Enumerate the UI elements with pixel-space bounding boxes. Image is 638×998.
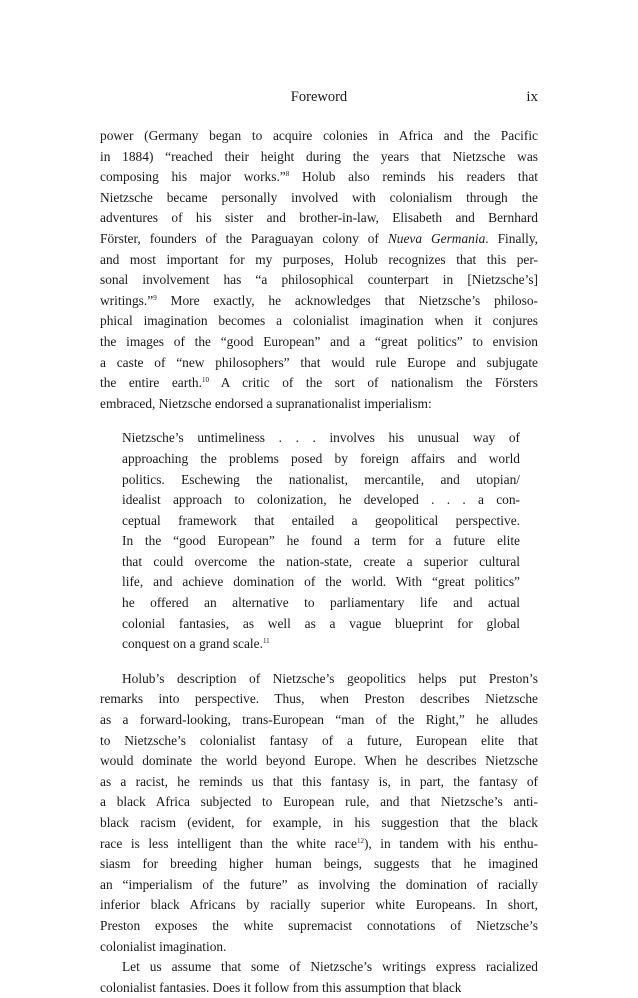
text-line: colonialist imagination. [100, 938, 227, 954]
paragraph-3 [100, 957, 538, 998]
text-line [100, 834, 538, 855]
text-line: Preston exposes the white supremacist connotations of Nietzsche’s [100, 917, 538, 933]
text-line: in 1884) “reached their height during the years that Nietzsche was [100, 148, 538, 164]
footnote-ref: 10 [201, 376, 209, 385]
text-segment: composing his major works.” [100, 169, 286, 185]
body-text [100, 126, 538, 998]
text-line: Let us assume that some of Nietzsche’s writings express racialized [122, 959, 538, 975]
text-line: inferior black Africans by racially superior white Europeans. In short, [100, 897, 538, 913]
text-line: Holub’s description of Nietzsche’s geopolitics helps put Preston’s [122, 670, 538, 686]
text-line: he offered an alternative to parliamentary life and actual [122, 595, 520, 611]
text-line [100, 167, 538, 188]
text-line: ceptual framework that entailed a geopolitical perspective. [122, 512, 520, 528]
text-line: that could overcome the nation-state, create a superior cultural [122, 553, 520, 569]
text-segment: More exactly, he acknowledges that Nietzsche’s philoso- [156, 292, 538, 308]
paragraph-1 [100, 126, 538, 414]
text-line [100, 373, 538, 394]
text-line: power (Germany began to acquire colonies in Africa and the Pacific [100, 128, 538, 143]
text-line: politics. Eschewing the nationalist, mercantile, and utopian/ [122, 471, 520, 487]
block-quote [122, 428, 520, 655]
footnote-ref: 8 [285, 170, 290, 179]
text-line: a black Africa subjected to European rule, and that Nietzsche’s anti- [100, 794, 538, 810]
text-line: Nietzsche became personally involved with colonialism through the [100, 189, 538, 205]
running-header [100, 89, 538, 109]
text-line: sonal involvement has “a philosophical counterpart in [Nietzsche’s] [100, 272, 538, 288]
text-line: the images of the “good European” and a “great politics” to envision [100, 333, 538, 349]
text-line: embraced, Nietzsche endorsed a supranationalist imperialism: [100, 395, 432, 411]
text-line: and most important for my purposes, Holub recognizes that this per- [100, 251, 538, 267]
text-line: approaching the problems posed by foreign affairs and world [122, 450, 520, 466]
text-segment: Förster, founders of the Paraguayan colony of [100, 230, 388, 246]
text-segment: race is less intelligent than the white race [100, 835, 357, 851]
text-segment: A critic of the sort of nationalism the Försters [208, 375, 538, 391]
text-segment: conquest on a grand scale. [122, 636, 263, 652]
text-line: Nietzsche’s untimeliness . . . involves his unusual way of [122, 430, 520, 446]
text-segment: ), in tandem with his enthu- [363, 835, 538, 851]
text-line: siasm for breeding higher human beings, suggests that he imagined [100, 856, 538, 872]
text-line: would dominate the world beyond Europe. When he describes Nietzsche [100, 753, 538, 769]
text-line: as a forward-looking, trans-European “man of the Right,” he alludes [100, 712, 538, 728]
text-line: In the “good European” he found a term for a future elite [122, 533, 520, 549]
text-line: idealist approach to colonization, he developed . . . a con- [122, 492, 520, 508]
text-line [100, 229, 538, 250]
text-line: remarks into perspective. Thus, when Preston describes Nietzsche [100, 691, 538, 707]
text-segment: Holub also reminds his readers that [289, 169, 538, 185]
footnote-ref: 9 [153, 293, 157, 302]
text-line: a caste of “new philosophers” that would rule Europe and subjugate [100, 354, 538, 370]
text-line: to Nietzsche’s colonialist fantasy of a future, European elite that [100, 732, 538, 748]
italic-text: Nueva Germania [387, 230, 486, 246]
running-title: Foreword [290, 89, 348, 105]
text-line: colonialist fantasies. Does it follow from this assumption that black [100, 979, 462, 995]
text-line: as a racist, he reminds us that this fantasy is, in part, the fantasy of [100, 773, 538, 789]
text-segment: the entire earth. [100, 375, 202, 391]
text-line: black racism (evident, for example, in his suggestion that the black [100, 815, 538, 830]
text-segment: . Finally, [485, 230, 539, 246]
text-line: colonial fantasies, as well as a vague blueprint for global [122, 615, 520, 631]
text-line: phical imagination becomes a colonialist imagination when it conjures [100, 313, 538, 329]
page-number: ix [526, 89, 538, 105]
footnote-ref: 12 [356, 836, 364, 845]
text-segment: writings.” [100, 292, 154, 308]
text-line: an “imperialism of the future” as involving the domination of racially [100, 876, 538, 892]
paragraph-2 [100, 669, 538, 957]
footnote-ref: 11 [262, 637, 270, 646]
text-line [122, 634, 520, 655]
text-line: life, and achieve domination of the world. With “great politics” [122, 574, 520, 590]
text-line: adventures of his sister and brother-in-law, Elisabeth and Bernhard [100, 210, 538, 226]
text-line [100, 291, 538, 312]
